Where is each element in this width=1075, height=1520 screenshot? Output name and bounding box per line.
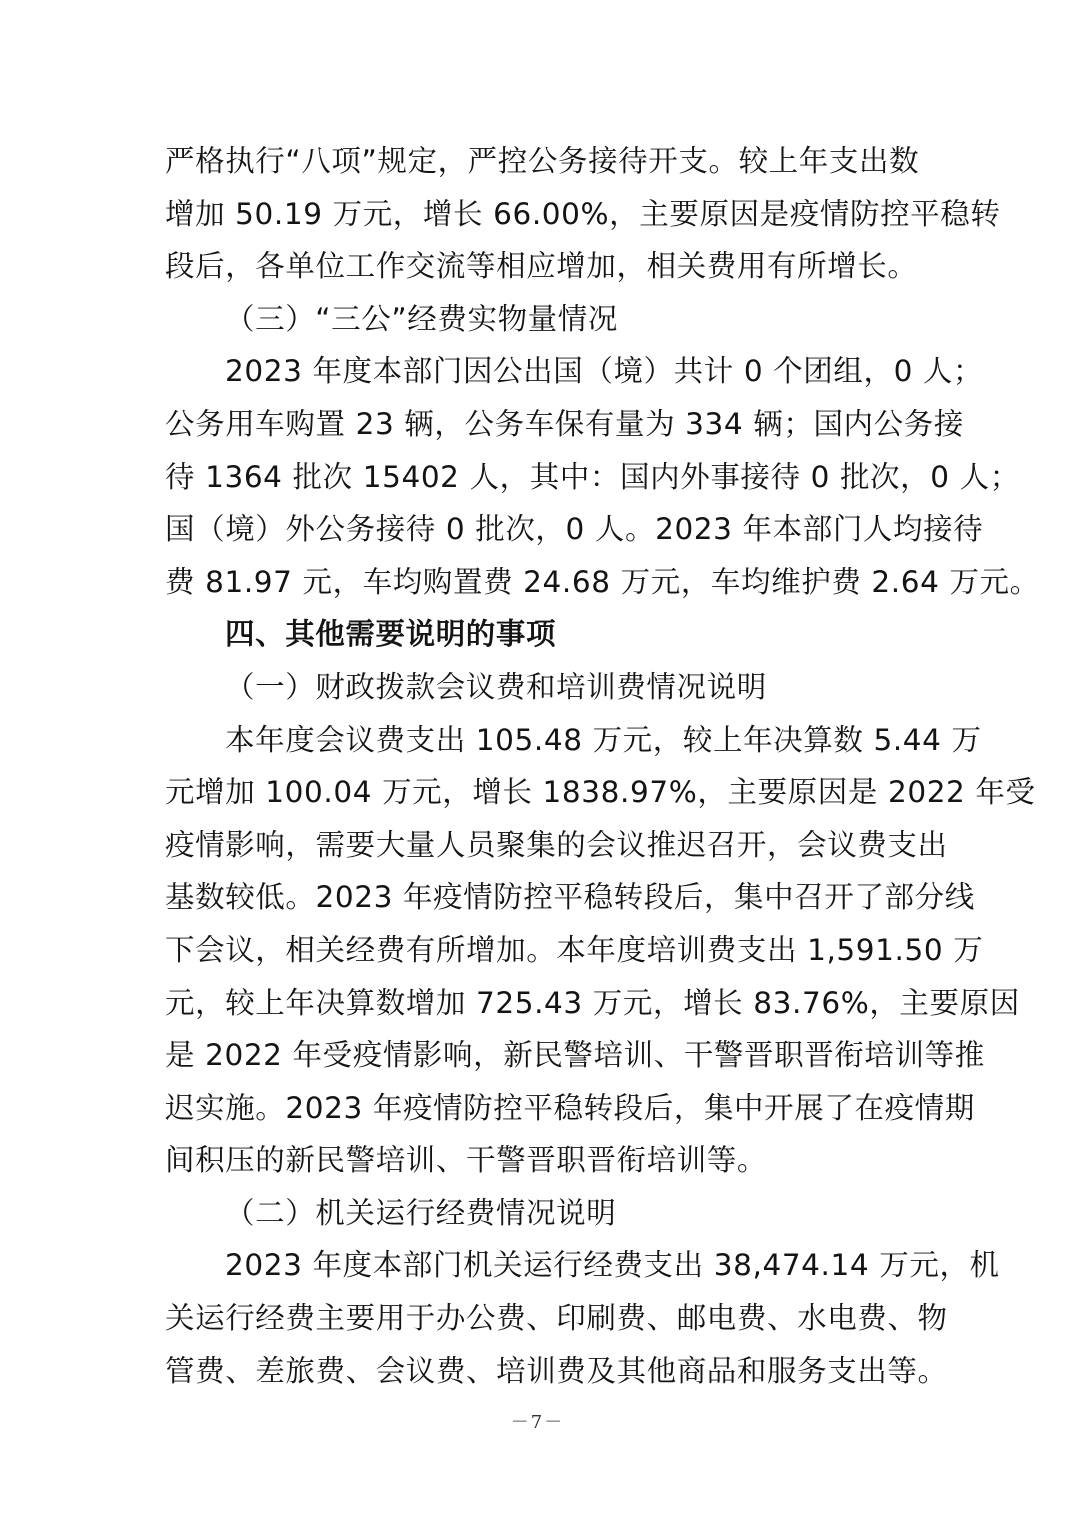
text-line: 费 81.97 元，车均购置费 24.68 万元，车均维护费 2.64 万元。 — [165, 564, 1040, 599]
text-line: 关运行经费主要用于办公费、印刷费、邮电费、水电费、物 — [165, 1301, 948, 1336]
text-line: 元，较上年决算数增加 725.43 万元，增长 83.76%，主要原因 — [165, 985, 1020, 1020]
text-line: 元增加 100.04 万元，增长 1838.97%，主要原因是 2022 年受 — [165, 775, 1036, 810]
text-line: 段后，各单位工作交流等相应增加，相关费用有所增长。 — [165, 249, 918, 284]
subsection-heading: （三）“三公”经费实物量情况 — [225, 301, 618, 336]
text-line: 增加 50.19 万元，增长 66.00%，主要原因是疫情防控平稳转 — [165, 196, 1001, 231]
text-line: 是 2022 年受疫情影响，新民警培训、干警晋职晋衔培训等推 — [165, 1038, 985, 1073]
text-line: 迟实施。2023 年疫情防控平稳转段后，集中开展了在疫情期 — [165, 1090, 975, 1125]
text-line: 管费、差旅费、会议费、培训费及其他商品和服务支出等。 — [165, 1353, 948, 1388]
text-line: 严格执行“八项”规定，严控公务接待开支。较上年支出数 — [165, 144, 920, 178]
text-line: 间积压的新民警培训、干警晋职晋衔培训等。 — [165, 1143, 768, 1178]
text-line: 2023 年度本部门机关运行经费支出 38,474.14 万元，机 — [225, 1248, 1000, 1283]
text-line: 基数较低。2023 年疫情防控平稳转段后，集中召开了部分线 — [165, 880, 975, 915]
body-text — [165, 135, 1040, 1397]
subsection-heading: （二）机关运行经费情况说明 — [225, 1195, 617, 1230]
subsection-heading: （一）财政拨款会议费和培训费情况说明 — [225, 669, 767, 704]
text-line: 国（境）外公务接待 0 批次，0 人。2023 年本部门人均接待 — [165, 512, 984, 547]
page-number: －7－ — [510, 1412, 565, 1433]
text-line: 待 1364 批次 15402 人，其中：国内外事接待 0 批次，0 人； — [165, 459, 1020, 494]
section-heading: 四、其他需要说明的事项 — [225, 617, 557, 652]
text-line: 公务用车购置 23 辆，公务车保有量为 334 辆；国内公务接 — [165, 406, 964, 441]
text-line: 疫情影响，需要大量人员聚集的会议推迟召开，会议费支出 — [165, 827, 948, 862]
text-line: 2023 年度本部门因公出国（境）共计 0 个团组，0 人； — [225, 354, 984, 389]
text-line: 下会议，相关经费有所增加。本年度培训费支出 1,591.50 万 — [165, 932, 984, 967]
text-line: 本年度会议费支出 105.48 万元，较上年决算数 5.44 万 — [225, 722, 982, 757]
